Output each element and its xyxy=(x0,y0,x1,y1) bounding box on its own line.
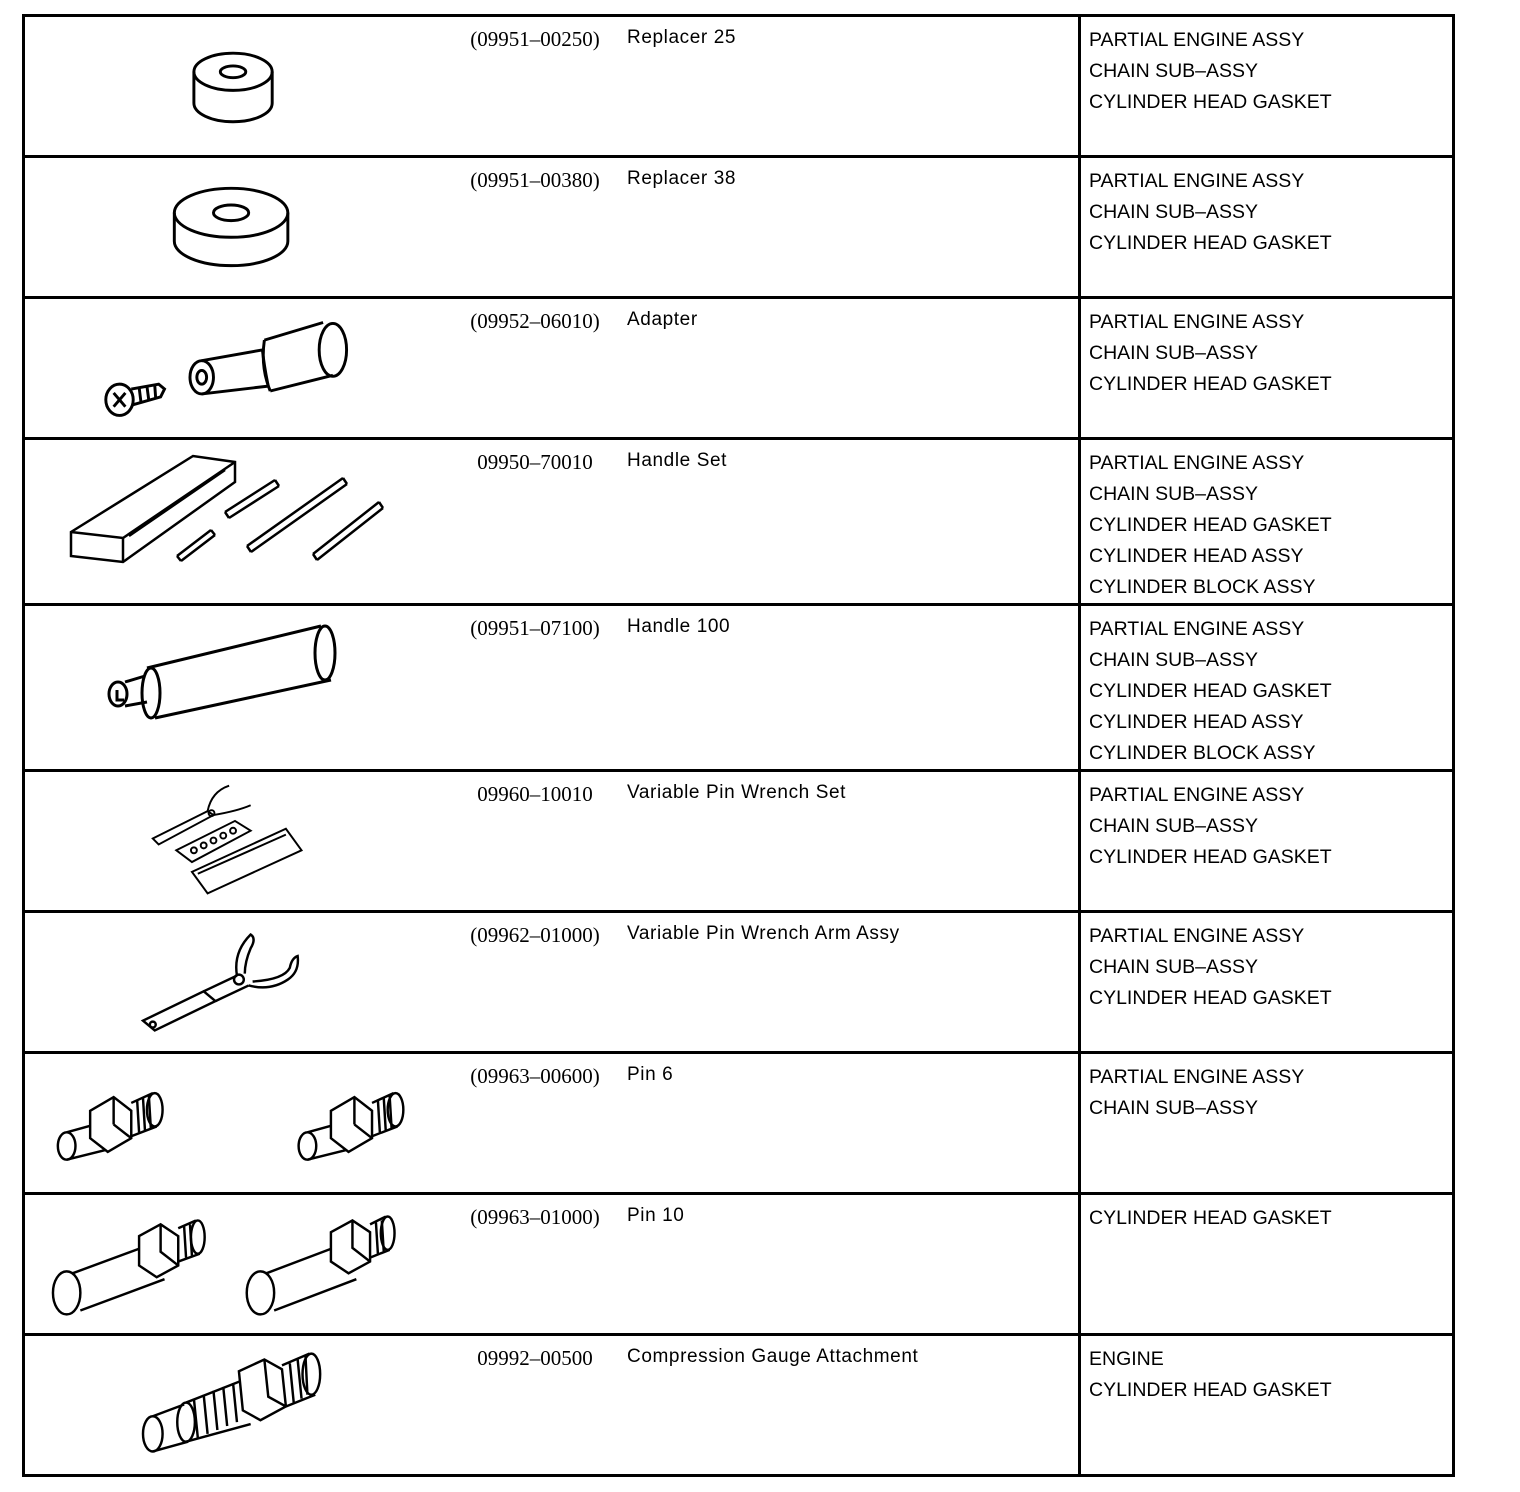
table-row xyxy=(24,157,1454,298)
part-number: (09951–07100) xyxy=(470,616,600,640)
used-for-item: CYLINDER BLOCK ASSY xyxy=(1089,576,1316,598)
used-for-item: CHAIN SUB–ASSY xyxy=(1089,1097,1259,1119)
tool-name: Adapter xyxy=(627,309,698,330)
used-for-item: PARTIAL ENGINE ASSY xyxy=(1089,618,1305,640)
part-number: (09962–01000) xyxy=(470,923,600,947)
tool-cell xyxy=(24,16,1080,157)
table-row xyxy=(24,605,1454,771)
pin-wrench-arm-icon xyxy=(25,913,445,1051)
replacer-38-icon xyxy=(25,158,445,296)
tool-name: Replacer 38 xyxy=(627,168,737,189)
tool-cell xyxy=(24,439,1080,605)
tool-name: Replacer 25 xyxy=(627,27,737,48)
used-for-item: CHAIN SUB–ASSY xyxy=(1089,815,1259,837)
used-for-cell xyxy=(1080,1053,1454,1194)
used-for-item: CHAIN SUB–ASSY xyxy=(1089,483,1259,505)
used-for-item: CYLINDER HEAD GASKET xyxy=(1089,680,1332,702)
tool-cell xyxy=(24,298,1080,439)
used-for-cell xyxy=(1080,439,1454,605)
used-for-item: CYLINDER HEAD GASKET xyxy=(1089,846,1332,868)
part-number: 09950–70010 xyxy=(477,450,593,474)
tool-name: Handle Set xyxy=(627,450,728,471)
tool-cell xyxy=(24,157,1080,298)
used-for-cell xyxy=(1080,1194,1454,1335)
pin-6-icon xyxy=(25,1054,445,1192)
tool-cell xyxy=(24,1335,1080,1476)
part-number: (09963–00600) xyxy=(470,1064,600,1088)
used-for-list xyxy=(1081,158,1452,259)
used-for-cell xyxy=(1080,771,1454,912)
used-for-item: CYLINDER HEAD GASKET xyxy=(1089,232,1332,254)
tool-cell xyxy=(24,1053,1080,1194)
table-row xyxy=(24,298,1454,439)
used-for-list xyxy=(1081,299,1452,400)
table-row xyxy=(24,771,1454,912)
pin-wrench-set-icon xyxy=(25,772,445,910)
used-for-item: CHAIN SUB–ASSY xyxy=(1089,201,1259,223)
used-for-item: CYLINDER HEAD GASKET xyxy=(1089,373,1332,395)
used-for-item: CHAIN SUB–ASSY xyxy=(1089,649,1259,671)
used-for-list xyxy=(1081,1054,1452,1124)
tool-name: Pin 10 xyxy=(627,1205,685,1226)
part-number: (09951–00250) xyxy=(470,27,600,51)
used-for-item: PARTIAL ENGINE ASSY xyxy=(1089,925,1305,947)
tool-name: Handle 100 xyxy=(627,616,731,637)
used-for-list xyxy=(1081,772,1452,873)
used-for-item: PARTIAL ENGINE ASSY xyxy=(1089,1066,1305,1088)
adapter-icon xyxy=(25,299,445,437)
used-for-list xyxy=(1081,606,1452,769)
tool-cell xyxy=(24,771,1080,912)
used-for-item: CHAIN SUB–ASSY xyxy=(1089,956,1259,978)
used-for-item: CYLINDER BLOCK ASSY xyxy=(1089,742,1316,764)
used-for-list xyxy=(1081,440,1452,603)
tool-name: Pin 6 xyxy=(627,1064,674,1085)
tool-cell xyxy=(24,912,1080,1053)
pin-10-icon xyxy=(25,1195,445,1333)
used-for-item: CYLINDER HEAD GASKET xyxy=(1089,514,1332,536)
compression-gauge-attachment-icon xyxy=(25,1336,445,1474)
replacer-25-icon xyxy=(25,17,445,155)
tool-name: Variable Pin Wrench Arm Assy xyxy=(627,923,900,944)
table-row xyxy=(24,1194,1454,1335)
used-for-list xyxy=(1081,17,1452,118)
used-for-list xyxy=(1081,1336,1452,1406)
part-number: 09992–00500 xyxy=(477,1346,593,1370)
used-for-cell xyxy=(1080,298,1454,439)
special-tools-table xyxy=(22,14,1455,1477)
used-for-item: PARTIAL ENGINE ASSY xyxy=(1089,784,1305,806)
used-for-cell xyxy=(1080,605,1454,771)
used-for-cell xyxy=(1080,16,1454,157)
used-for-cell xyxy=(1080,157,1454,298)
tool-cell xyxy=(24,1194,1080,1335)
used-for-item: CYLINDER HEAD GASKET xyxy=(1089,91,1332,113)
part-number: 09960–10010 xyxy=(477,782,593,806)
used-for-cell xyxy=(1080,1335,1454,1476)
used-for-item: PARTIAL ENGINE ASSY xyxy=(1089,311,1305,333)
used-for-item: CYLINDER HEAD ASSY xyxy=(1089,711,1304,733)
tool-name: Compression Gauge Attachment xyxy=(627,1346,919,1367)
used-for-list xyxy=(1081,913,1452,1014)
used-for-item: PARTIAL ENGINE ASSY xyxy=(1089,170,1305,192)
used-for-list xyxy=(1081,1195,1452,1234)
used-for-item: CHAIN SUB–ASSY xyxy=(1089,342,1259,364)
used-for-item: CYLINDER HEAD GASKET xyxy=(1089,1379,1332,1401)
used-for-item: ENGINE xyxy=(1089,1348,1164,1370)
used-for-item: PARTIAL ENGINE ASSY xyxy=(1089,29,1305,51)
part-number: (09951–00380) xyxy=(470,168,600,192)
table-row xyxy=(24,16,1454,157)
part-number: (09952–06010) xyxy=(470,309,600,333)
table-row xyxy=(24,1053,1454,1194)
table-row xyxy=(24,1335,1454,1476)
used-for-cell xyxy=(1080,912,1454,1053)
tool-name: Variable Pin Wrench Set xyxy=(627,782,847,803)
handle-set-icon xyxy=(25,440,445,603)
used-for-item: CYLINDER HEAD GASKET xyxy=(1089,987,1332,1009)
part-number: (09963–01000) xyxy=(470,1205,600,1229)
tool-cell xyxy=(24,605,1080,771)
handle-100-icon xyxy=(25,606,445,769)
used-for-item: CYLINDER HEAD ASSY xyxy=(1089,545,1304,567)
table-row xyxy=(24,439,1454,605)
used-for-item: PARTIAL ENGINE ASSY xyxy=(1089,452,1305,474)
table-row xyxy=(24,912,1454,1053)
used-for-item: CHAIN SUB–ASSY xyxy=(1089,60,1259,82)
used-for-item: CYLINDER HEAD GASKET xyxy=(1089,1207,1332,1229)
